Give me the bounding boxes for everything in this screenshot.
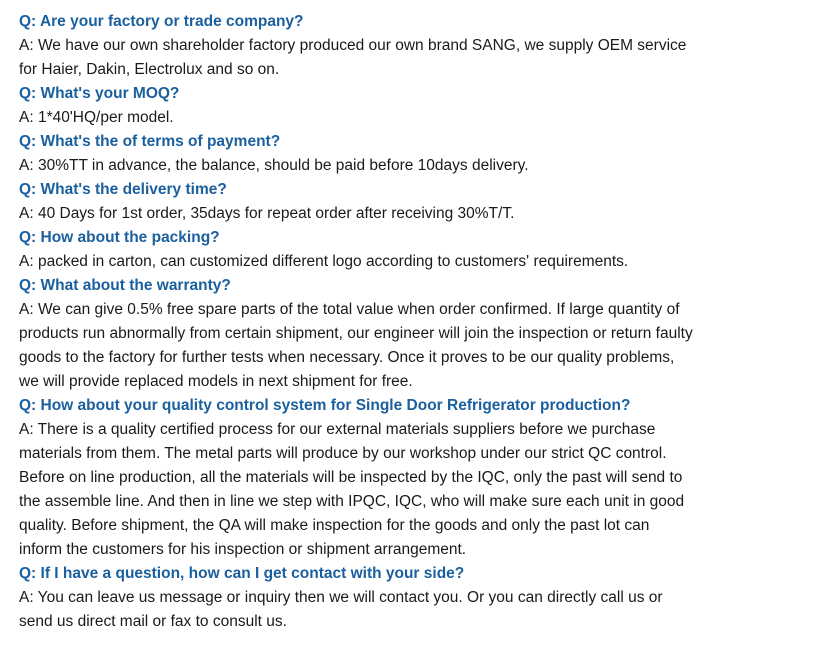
faq-answer-line: materials from them. The metal parts will produce by our workshop under our strict QC control. xyxy=(19,445,667,462)
faq-question: Q: If I have a question, how can I get contact with your side? xyxy=(19,565,465,582)
faq-answer-line: A: There is a quality certified process for our external materials suppliers before we purchase xyxy=(19,421,656,438)
faq-question: Q: What's the delivery time? xyxy=(19,181,227,198)
faq-answer-line: we will provide replaced models in next shipment for free. xyxy=(19,373,413,390)
faq-answer-line: goods to the factory for further tests when necessary. Once it proves to be our quality problems, xyxy=(19,349,675,366)
faq-question: Q: Are your factory or trade company? xyxy=(19,13,304,30)
faq-question: Q: How about your quality control system for Single Door Refrigerator production? xyxy=(19,397,631,414)
faq-question: Q: What's your MOQ? xyxy=(19,85,180,102)
faq-answer-line: quality. Before shipment, the QA will make inspection for the goods and only the past lot can xyxy=(19,517,650,534)
faq-answer-line: A: We have our own shareholder factory produced our own brand SANG, we supply OEM service xyxy=(19,37,687,54)
faq-answer-line: A: We can give 0.5% free spare parts of the total value when order confirmed. If large quantity of xyxy=(19,301,680,318)
faq-answer-line: A: 40 Days for 1st order, 35days for repeat order after receiving 30%T/T. xyxy=(19,205,515,222)
faq-answer-line: inform the customers for his inspection or shipment arrangement. xyxy=(19,541,467,558)
faq-answer-line: A: packed in carton, can customized different logo according to customers' requirements. xyxy=(19,253,629,270)
faq-question: Q: What's the of terms of payment? xyxy=(19,133,281,150)
faq-answer-line: A: You can leave us message or inquiry then we will contact you. Or you can directly call us or xyxy=(19,589,663,606)
faq-answer-line: for Haier, Dakin, Electrolux and so on. xyxy=(19,61,280,78)
faq-answer-line: A: 30%TT in advance, the balance, should be paid before 10days delivery. xyxy=(19,157,529,174)
faq-answer-line: send us direct mail or fax to consult us. xyxy=(19,613,287,630)
faq-question: Q: What about the warranty? xyxy=(19,277,231,294)
faq-question: Q: How about the packing? xyxy=(19,229,220,246)
faq-answer-line: products run abnormally from certain shipment, our engineer will join the inspection or return faulty xyxy=(19,325,693,342)
faq-answer-line: Before on line production, all the materials will be inspected by the IQC, only the past will send to xyxy=(19,469,683,486)
faq-answer-line: A: 1*40'HQ/per model. xyxy=(19,109,174,126)
faq-answer-line: the assemble line. And then in line we step with IPQC, IQC, who will make sure each unit in good xyxy=(19,493,685,510)
